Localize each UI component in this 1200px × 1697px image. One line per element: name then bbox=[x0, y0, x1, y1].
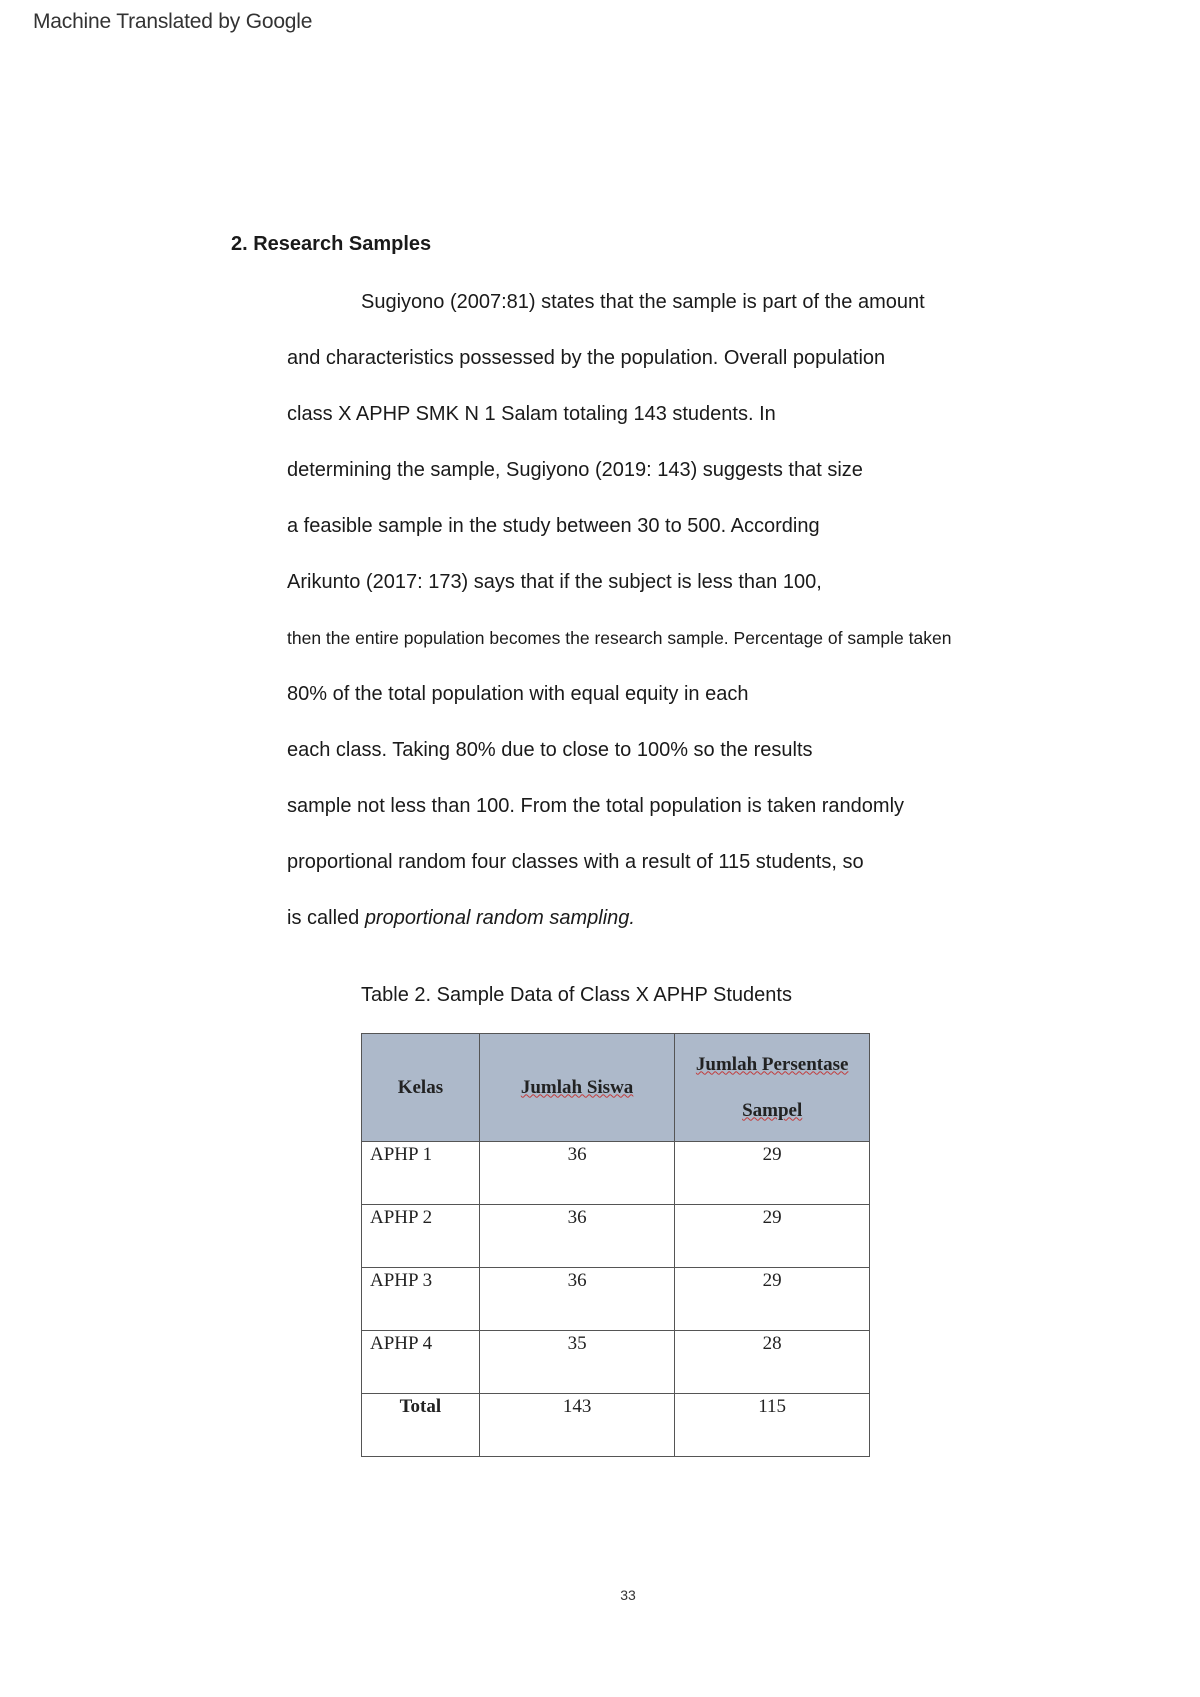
paragraph-line: Arikunto (2017: 173) says that if the subject is less than 100, bbox=[287, 571, 822, 593]
cell-total-jumlah: 143 bbox=[479, 1394, 675, 1457]
header-persentase-line1 bbox=[675, 1042, 869, 1088]
italic-term: proportional random sampling. bbox=[364, 907, 635, 929]
header-jumlah-siswa-label: Jumlah Siswa bbox=[520, 1076, 634, 1098]
paragraph-line: proportional random four classes with a result of 115 students, so bbox=[287, 851, 864, 873]
cell-jumlah: 36 bbox=[479, 1268, 675, 1331]
cell-jumlah: 35 bbox=[479, 1331, 675, 1394]
table-row bbox=[362, 1268, 870, 1331]
header-persentase-line1-text: Jumlah Persentase bbox=[695, 1053, 849, 1075]
paragraph-line: class X APHP SMK N 1 Salam totaling 143 students. In bbox=[287, 403, 776, 425]
header-kelas bbox=[362, 1034, 480, 1142]
cell-kelas: APHP 4 bbox=[362, 1331, 480, 1394]
cell-total-sampel: 115 bbox=[675, 1394, 870, 1457]
cell-kelas: APHP 1 bbox=[362, 1142, 480, 1205]
paragraph-line-last bbox=[287, 906, 635, 930]
paragraph-line: each class. Taking 80% due to close to 100% so the results bbox=[287, 739, 813, 761]
cell-total-label: Total bbox=[362, 1394, 480, 1457]
header-kelas-label: Kelas bbox=[397, 1076, 444, 1098]
header-persentase-line2-text: Sampel bbox=[742, 1099, 803, 1121]
section-heading: 2. Research Samples bbox=[231, 233, 432, 255]
table-total-row bbox=[362, 1394, 870, 1457]
paragraph-line: 80% of the total population with equal equity in each bbox=[287, 683, 749, 705]
table-row bbox=[362, 1142, 870, 1205]
header-persentase-sampel bbox=[675, 1034, 870, 1142]
paragraph-line: a feasible sample in the study between 30 to 500. According bbox=[287, 515, 820, 537]
table-row bbox=[362, 1205, 870, 1268]
paragraph-line: and characteristics possessed by the population. Overall population bbox=[287, 347, 886, 369]
machine-translated-label: Machine Translated by Google bbox=[33, 10, 313, 33]
cell-sampel: 28 bbox=[675, 1331, 870, 1394]
last-line-prefix: is called bbox=[287, 907, 365, 929]
table-caption: Table 2. Sample Data of Class X APHP Students bbox=[361, 984, 792, 1006]
page-number: 33 bbox=[620, 1587, 636, 1603]
sample-data-table bbox=[361, 1033, 870, 1457]
header-jumlah-siswa bbox=[479, 1034, 675, 1142]
cell-kelas: APHP 2 bbox=[362, 1205, 480, 1268]
paragraph-line: sample not less than 100. From the total population is taken randomly bbox=[287, 795, 905, 817]
cell-sampel: 29 bbox=[675, 1142, 870, 1205]
paragraph-line: then the entire population becomes the research sample. Percentage of sample taken bbox=[287, 628, 952, 648]
cell-jumlah: 36 bbox=[479, 1205, 675, 1268]
cell-sampel: 29 bbox=[675, 1205, 870, 1268]
paragraph-line: Sugiyono (2007:81) states that the sample is part of the amount bbox=[361, 291, 925, 313]
cell-kelas: APHP 3 bbox=[362, 1268, 480, 1331]
header-persentase-line2 bbox=[675, 1088, 869, 1134]
cell-sampel: 29 bbox=[675, 1268, 870, 1331]
table-header-row bbox=[362, 1034, 870, 1142]
table-row bbox=[362, 1331, 870, 1394]
paragraph-line: determining the sample, Sugiyono (2019: 143) suggests that size bbox=[287, 459, 863, 481]
cell-jumlah: 36 bbox=[479, 1142, 675, 1205]
